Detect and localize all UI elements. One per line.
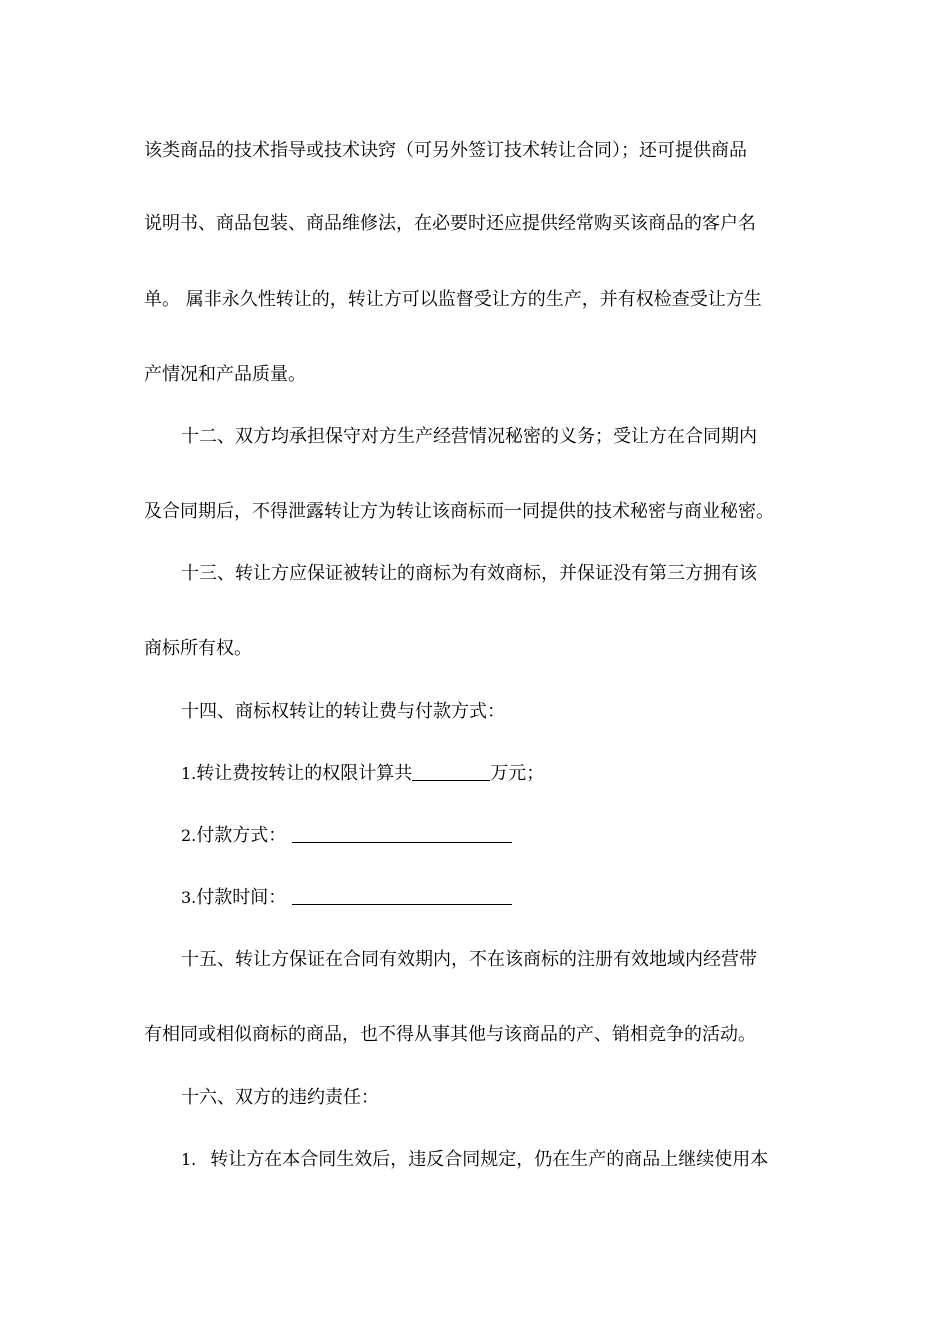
payment-time-label: 付款时间：: [196, 887, 287, 908]
paragraph-line: 单。 属非永久性转让的，转让方可以监督受让方的生产，并有权检查受让方生: [144, 289, 762, 310]
fee-label: 转让费按转让的权限计算共: [196, 763, 413, 784]
item-number: 1.: [181, 1150, 197, 1169]
fee-item: [181, 762, 544, 786]
paragraph-line: 说明书、商品包装、商品维修法，在必要时还应提供经常购买该商品的客户名: [144, 213, 756, 234]
breach-text: 转让方在本合同生效后，违反合同规定，仍在生产的商品上继续使用本: [210, 1149, 769, 1170]
fee-amount-blank: [412, 762, 490, 781]
item-number: 1.: [181, 764, 197, 783]
payment-method-label: 付款方式：: [196, 825, 287, 846]
payment-method-item: [181, 824, 512, 848]
paragraph-line: 商标所有权。: [144, 638, 252, 659]
payment-method-blank: [292, 824, 512, 843]
paragraph-line: 及合同期后，不得泄露转让方为转让该商标而一同提供的技术秘密与商业秘密。: [144, 501, 774, 522]
clause-13-line: 十三、转让方应保证被转让的商标为有效商标，并保证没有第三方拥有该: [181, 563, 757, 584]
breach-item: [181, 1148, 768, 1172]
item-number: 2.: [181, 826, 197, 845]
paragraph-line: 产情况和产品质量。: [144, 364, 306, 385]
clause-15-line: 十五、转让方保证在合同有效期内，不在该商标的注册有效地域内经营带: [181, 949, 757, 970]
paragraph-line: 该类商品的技术指导或技术诀窍（可另外签订技术转让合同）；还可提供商品: [144, 140, 747, 161]
clause-12-line: 十二、双方均承担保守对方生产经营情况秘密的义务；受让方在合同期内: [181, 426, 757, 447]
clause-16-heading: 十六、双方的违约责任：: [181, 1087, 379, 1108]
payment-time-item: [181, 886, 512, 910]
fee-unit: 万元；: [490, 763, 545, 784]
paragraph-line: 有相同或相似商标的商品，也不得从事其他与该商品的产、销相竞争的活动。: [144, 1024, 756, 1045]
clause-14-heading: 十四、商标权转让的转让费与付款方式：: [181, 701, 505, 722]
payment-time-blank: [292, 886, 512, 905]
item-number: 3.: [181, 888, 197, 907]
